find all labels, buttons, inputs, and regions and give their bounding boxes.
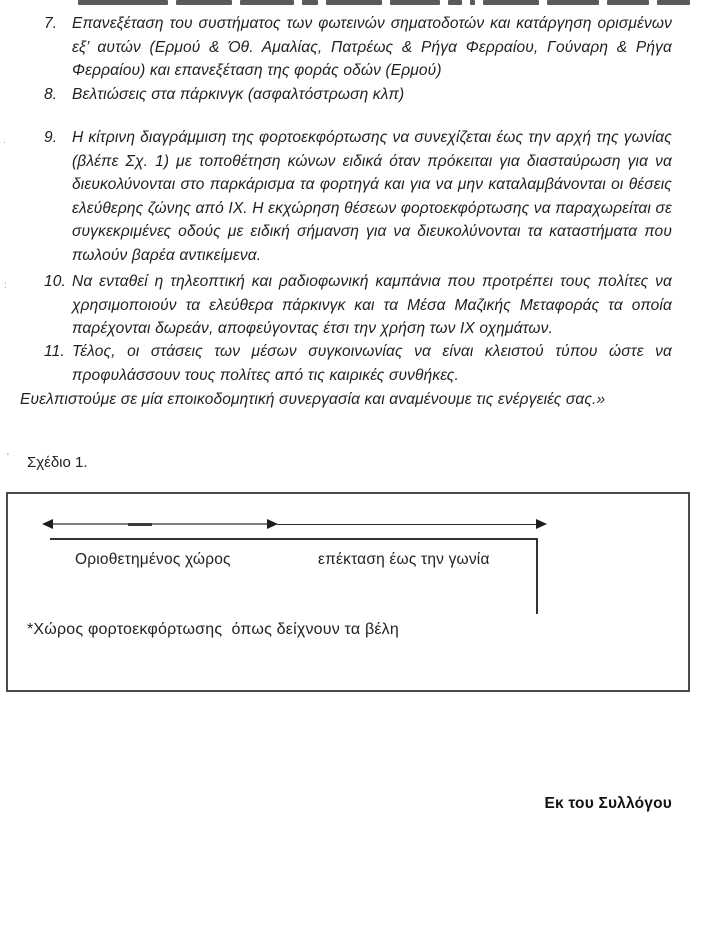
list-item-7	[44, 12, 672, 83]
arrowhead-right-icon	[536, 519, 547, 529]
scan-artifact: :	[4, 280, 7, 291]
figure-note: *Χώρος φορτοεκφόρτωσης όπως δείχνουν τα βέλη	[27, 621, 399, 638]
list-text: Η κίτρινη διαγράμμιση της φορτοεκφόρτωσης να συνεχίζεται έως την αρχή της γωνίας (βλέπε Σχ. 1) με τοποθέτηση κώνων ειδικά όταν πρόκειται για διασταύρωση για να διευκολύνονται στο παρκάρισμα τα φορτηγά και για να μην καταλαμβάνονται οι θέσεις ελεύθερης ζώνης από ΙΧ. Η εκχώρηση θέσεων φορτοεκφόρτωσης να παραχωρείται σε συγκεκριμένες οδούς με ειδική σήμανση για να διευκολύνονται τα καταστήματα που πωλούν βαρέα αντικείμενα.	[72, 129, 672, 264]
figure-label-right: επέκταση έως την γωνία	[318, 551, 490, 568]
list-text: Να ενταθεί η τηλεοπτική και ραδιοφωνική καμπάνια που προτρέπει τους πολίτες να χρησιμοποιούν τα ελεύθερα πάρκινγκ και τα Μέσα Μαζικής Μεταφοράς τα οποία παρέχονται δωρεάν, αποφεύγοντας έτσι την χρήση των ΙΧ οχημάτων.	[72, 273, 672, 338]
list-text: Τέλος, οι στάσεις των μέσων συγκοινωνίας να είναι κλειστού τύπου ώστε να προφυλάσσουν τους πολίτες από τις καιρικές συνθήκες.	[72, 343, 672, 384]
list-item-9	[44, 126, 672, 268]
arrow-shaft	[277, 524, 537, 526]
list-number: 9.	[44, 129, 58, 146]
double-headed-arrow	[42, 516, 278, 532]
list-number: 8.	[44, 86, 58, 103]
list-text: Επανεξέταση του συστήματος των φωτεινών σηματοδοτών και κατάργηση ορισμένων εξ’ αυτών (Ερμού & Όθ. Αμαλίας, Πατρέως & Ρήγα Φερραίου, Γούναρη & Ρήγα Φερραίου) και επανεξέταση της φοράς οδών (Ερμού)	[72, 15, 672, 80]
scan-artifact: '	[7, 452, 9, 463]
right-arrow	[277, 516, 547, 532]
list-text: Βελτιώσεις στα πάρκινγκ (ασφαλτόστρωση κλπ)	[72, 86, 405, 103]
list-item-8	[44, 83, 672, 107]
arrow-dark-segment	[128, 523, 152, 526]
clipped-text-top	[0, 0, 718, 6]
scan-artifact: .	[3, 135, 6, 146]
list-number: 7.	[44, 15, 58, 32]
list-item-10	[44, 270, 672, 341]
list-item-11	[44, 340, 672, 387]
closing-line: Ευελπιστούμε σε μία εποικοδομητική συνεργασία και αναμένουμε τις ενέργειές σας.»	[20, 391, 606, 408]
list-number: 11.	[44, 343, 65, 360]
arrowhead-left-icon	[42, 519, 53, 529]
figure-label-left: Οριοθετημένος χώρος	[75, 551, 231, 568]
list-number: 10.	[44, 273, 66, 290]
figure-box	[6, 492, 690, 692]
figure-caption: Σχέδιο 1.	[27, 454, 88, 471]
signature: Εκ του Συλλόγου	[544, 795, 672, 812]
arrow-shaft	[50, 523, 270, 525]
